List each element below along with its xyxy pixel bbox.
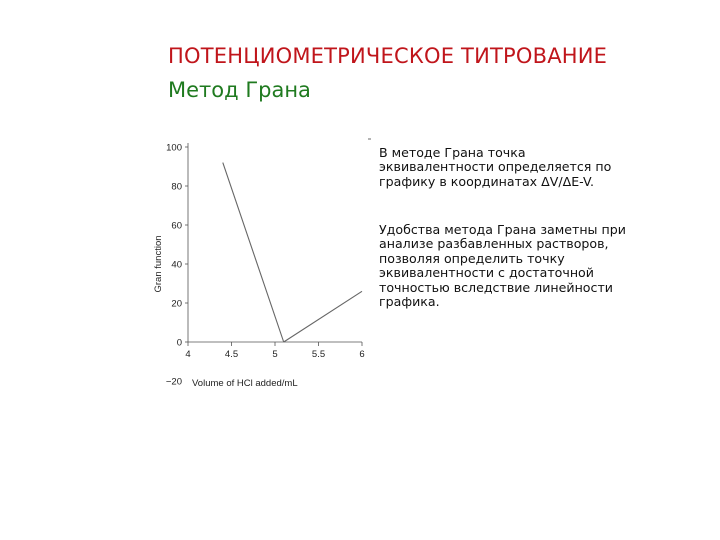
y-tick-label: 100 [166,142,182,154]
paragraph-gran-advantages [379,223,649,309]
paragraph-line: Удобства метода Грана заметны при [379,222,626,237]
y-tick-label: −20 [165,376,182,388]
y-tick-label: 0 [176,337,182,349]
paragraph-line: позволяя определить точку [379,250,565,266]
paragraph-line: В методе Грана точка [379,145,526,160]
x-tick-label: 6 [359,349,365,360]
paragraph-line: эквивалентности с достаточной [379,265,594,281]
slide-title: ПОТЕНЦИОМЕТРИЧЕСКОЕ ТИТРОВАНИЕ [168,44,608,68]
y-tick-label: 60 [171,220,182,232]
y-axis-title: Gran function [153,235,164,293]
x-axis-title: Volume of HCl added/mL [192,378,298,389]
x-tick-label: 4 [185,349,191,360]
series-line-1 [223,163,284,342]
y-tick-label: 40 [171,259,182,271]
paragraph-line: эквивалентности определяется по [379,159,612,175]
y-tick-label: 80 [171,181,182,193]
y-tick-label: 20 [171,298,182,310]
paragraph-line: точностью вследствие линейности [379,279,613,295]
paragraph-line: графику в координатах ΔV/ΔE-V. [379,173,594,189]
paragraph-line: анализе разбавленных растворов, [379,236,609,252]
x-tick-label: 4.5 [224,349,239,360]
gran-plot [150,130,375,400]
slide-subtitle: Метод Грана [168,78,311,102]
series-line-2 [284,291,362,342]
paragraph-line: графика. [379,294,440,310]
x-tick-label: 5.5 [311,349,326,360]
paragraph-gran-definition [379,146,649,189]
x-tick-label: 5 [272,349,278,360]
